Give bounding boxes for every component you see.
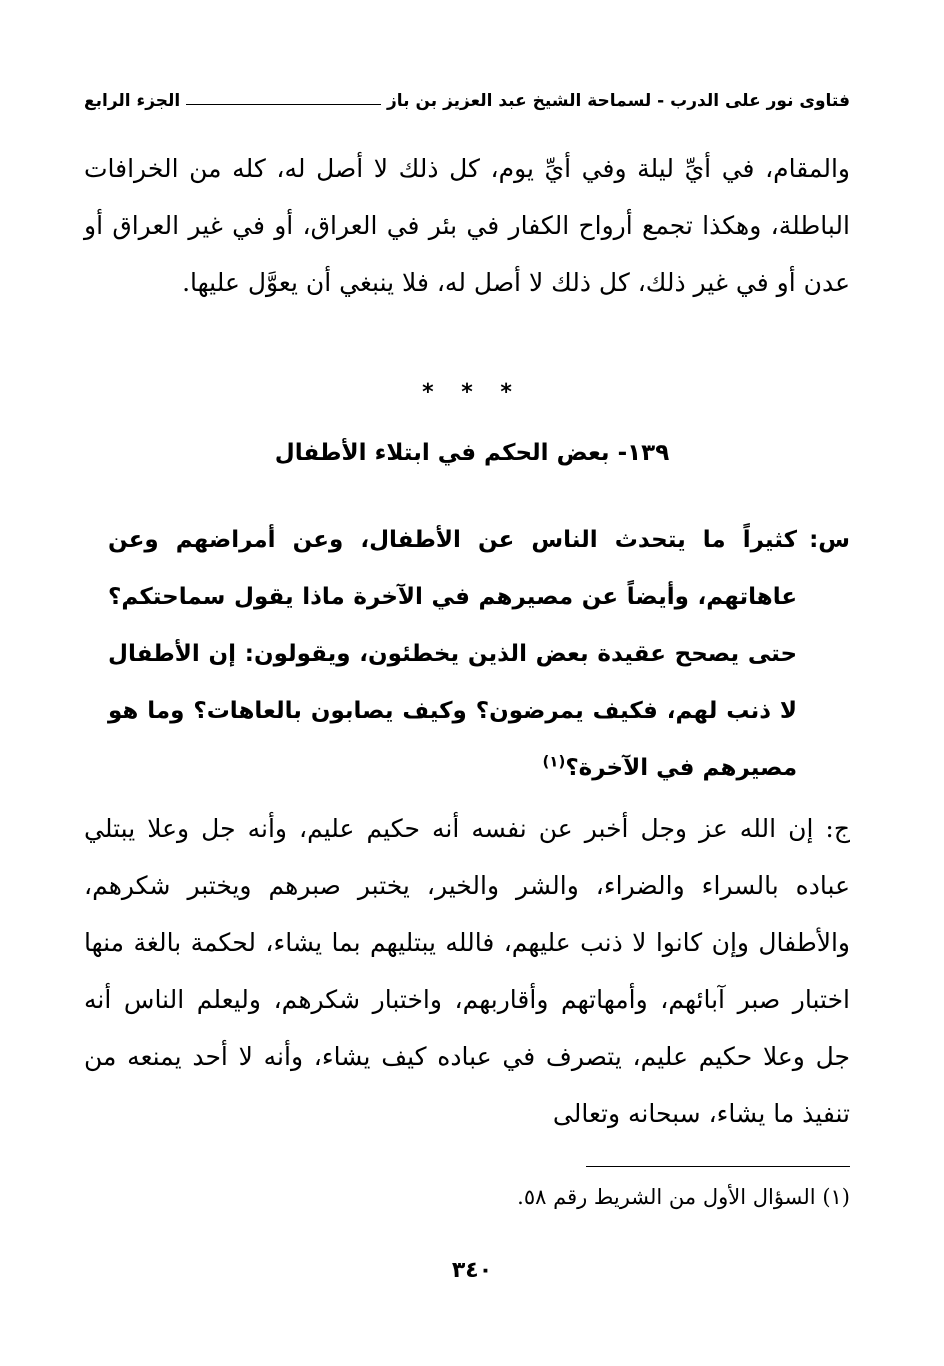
header-rule (186, 104, 381, 105)
header-part: الجزء الرابع (84, 91, 181, 111)
footnote: (١) السؤال الأول من الشريط رقم ٥٨. (517, 1185, 850, 1209)
question-body (108, 512, 797, 797)
running-header (84, 84, 850, 118)
page-number: ٣٤٠ (451, 1258, 493, 1283)
header-title: فتاوى نور على الدرب - لسماحة الشيخ عبد العزيز بن باز (387, 91, 850, 111)
question-marker: س: (809, 527, 850, 553)
section-separator: * * * (422, 380, 522, 405)
question-text: كثيراً ما يتحدث الناس عن الأطفال، وعن أمراضهم وعن عاهاتهم، وأيضاً عن مصيرهم في الآخرة ماذا يقول سماحتكم؟ حتى يصحح عقيدة بعض الذين يخطئون، ويقولون: إن الأطفال لا ذنب لهم، فكيف يمرضون؟ وكيف يصابون بالعاهات؟ وما هو مصيرهم في الآخرة؟ (108, 527, 798, 781)
answer-paragraph: ج: إن الله عز وجل أخبر عن نفسه أنه حكيم عليم، وأنه جل وعلا يبتلي عباده بالسراء والضراء، والشر والخير، يختبر صبرهم ويختبر شكرهم، والأطفال وإن كانوا لا ذنب عليهم، فالله يبتليهم بما يشاء، لحكمة بالغة منها اختبار صبر آبائهم، وأمهاتهم وأقاربهم، واختبار شكرهم، وليعلم الناس أنه جل وعلا حكيم عليم، يتصرف في عباده كيف يشاء، وأنه لا أحد يمنعه من تنفيذ ما يشاء، سبحانه وتعالى (84, 814, 850, 1128)
question-block (108, 512, 850, 797)
section-heading: ١٣٩- بعض الحكم في ابتلاء الأطفال (274, 440, 670, 466)
footnote-rule (586, 1166, 850, 1167)
footnote-reference: (١) (542, 752, 566, 771)
intro-paragraph: والمقام، في أيِّ ليلة وفي أيِّ يوم، كل ذلك لا أصل له، كله من الخرافات الباطلة، وهكذا تجمع أرواح الكفار في بئر في العراق، أو في غير العراق أو عدن أو في غير ذلك، كل ذلك لا أصل له، فلا ينبغي أن يعوَّل عليها. (84, 154, 850, 297)
